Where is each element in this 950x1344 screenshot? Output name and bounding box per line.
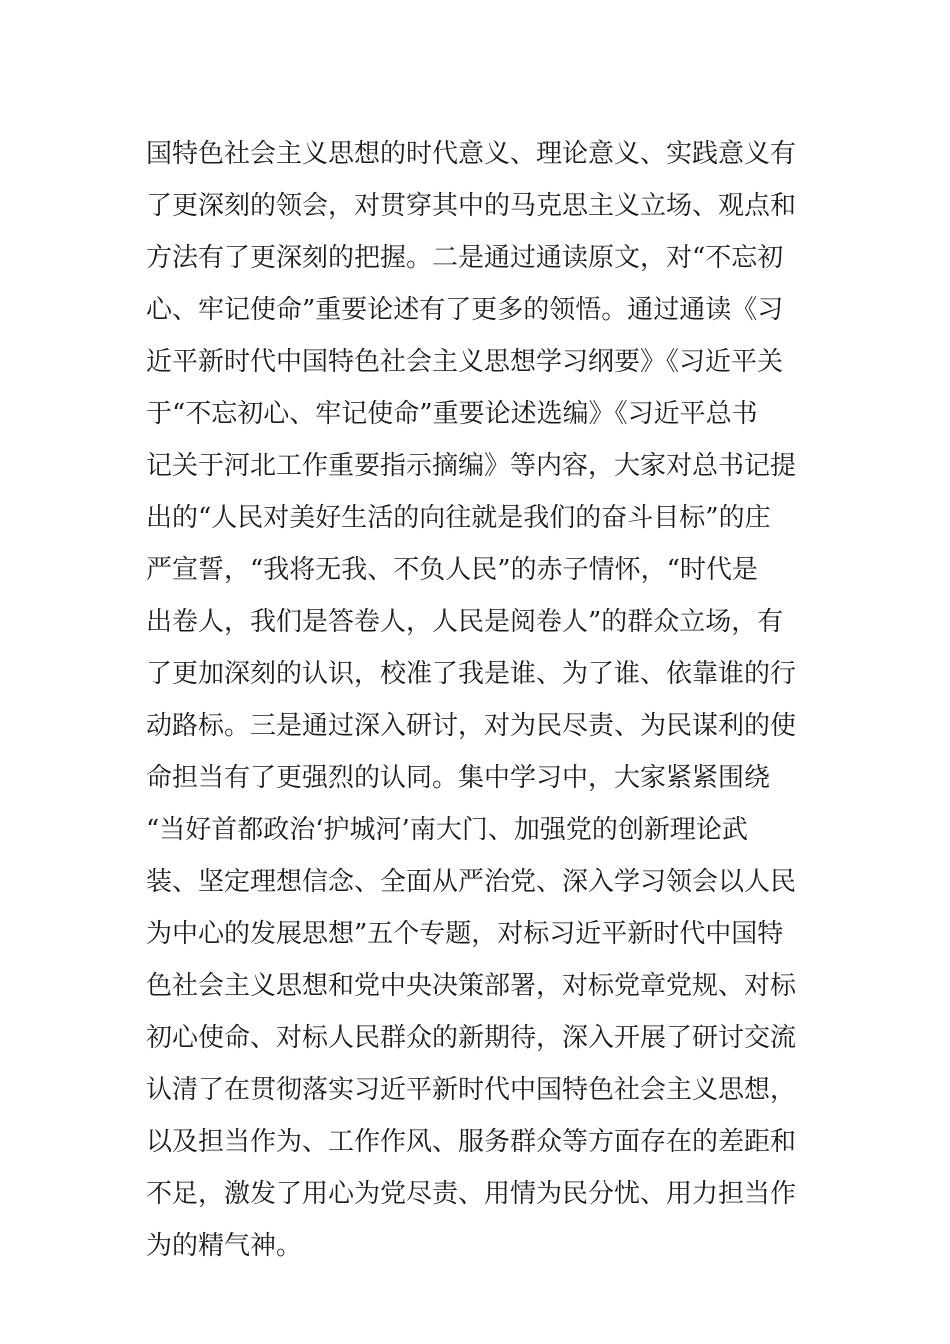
body-paragraph [146,128,816,1272]
paragraph-line: 严宣誓，“我将无我、不负人民”的赤子情怀，“时代是 [146,555,758,585]
paragraph-line: 了更深刻的领会，对贯穿其中的马克思主义立场、观点和 [146,191,797,221]
paragraph-line: 初心使命、对标人民群众的新期待，深入开展了研讨交流 [146,1023,797,1053]
paragraph-line: 为中心的发展思想”五个专题，对标习近平新时代中国特 [146,919,784,949]
paragraph-line: 记关于河北工作重要指示摘编》等内容，大家对总书记提 [146,451,797,481]
paragraph-line: “当好首都政治‘护城河’南大门、加强党的创新理论武 [146,815,748,845]
paragraph-line: 色社会主义思想和党中央决策部署，对标党章党规、对标 [146,971,797,1001]
paragraph-line: 命担当有了更强烈的认同。集中学习中，大家紧紧围绕 [146,763,771,793]
paragraph-line: 出卷人，我们是答卷人，人民是阅卷人”的群众立场，有 [146,607,784,637]
paragraph-line: 动路标。三是通过深入研讨，对为民尽责、为民谋利的使 [146,711,797,741]
paragraph-line: 了更加深刻的认识，校准了我是谁、为了谁、依靠谁的行 [146,659,797,689]
paragraph-line: 于“不忘初心、牢记使命”重要论述选编》《习近平总书 [146,399,758,429]
paragraph-line: 方法有了更深刻的把握。二是通过通读原文，对“不忘初 [146,243,784,273]
paragraph-line: 国特色社会主义思想的时代意义、理论意义、实践意义有 [146,139,797,169]
paragraph-line: 以及担当作为、工作作风、服务群众等方面存在的差距和 [146,1127,797,1157]
paragraph-line: 不足，激发了用心为党尽责、用情为民分忧、用力担当作 [146,1179,797,1209]
paragraph-line: 心、牢记使命”重要论述有了更多的领悟。通过通读《习 [146,295,784,325]
paragraph-line: 装、坚定理想信念、全面从严治党、深入学习领会以人民 [146,867,797,897]
paragraph-line: 为的精气神。 [146,1231,303,1261]
paragraph-line: 近平新时代中国特色社会主义思想学习纲要》《习近平关 [146,347,784,377]
paragraph-line: 出的“人民对美好生活的向往就是我们的奋斗目标”的庄 [146,503,771,533]
paragraph-line: 认清了在贯彻落实习近平新时代中国特色社会主义思想， [146,1075,797,1105]
